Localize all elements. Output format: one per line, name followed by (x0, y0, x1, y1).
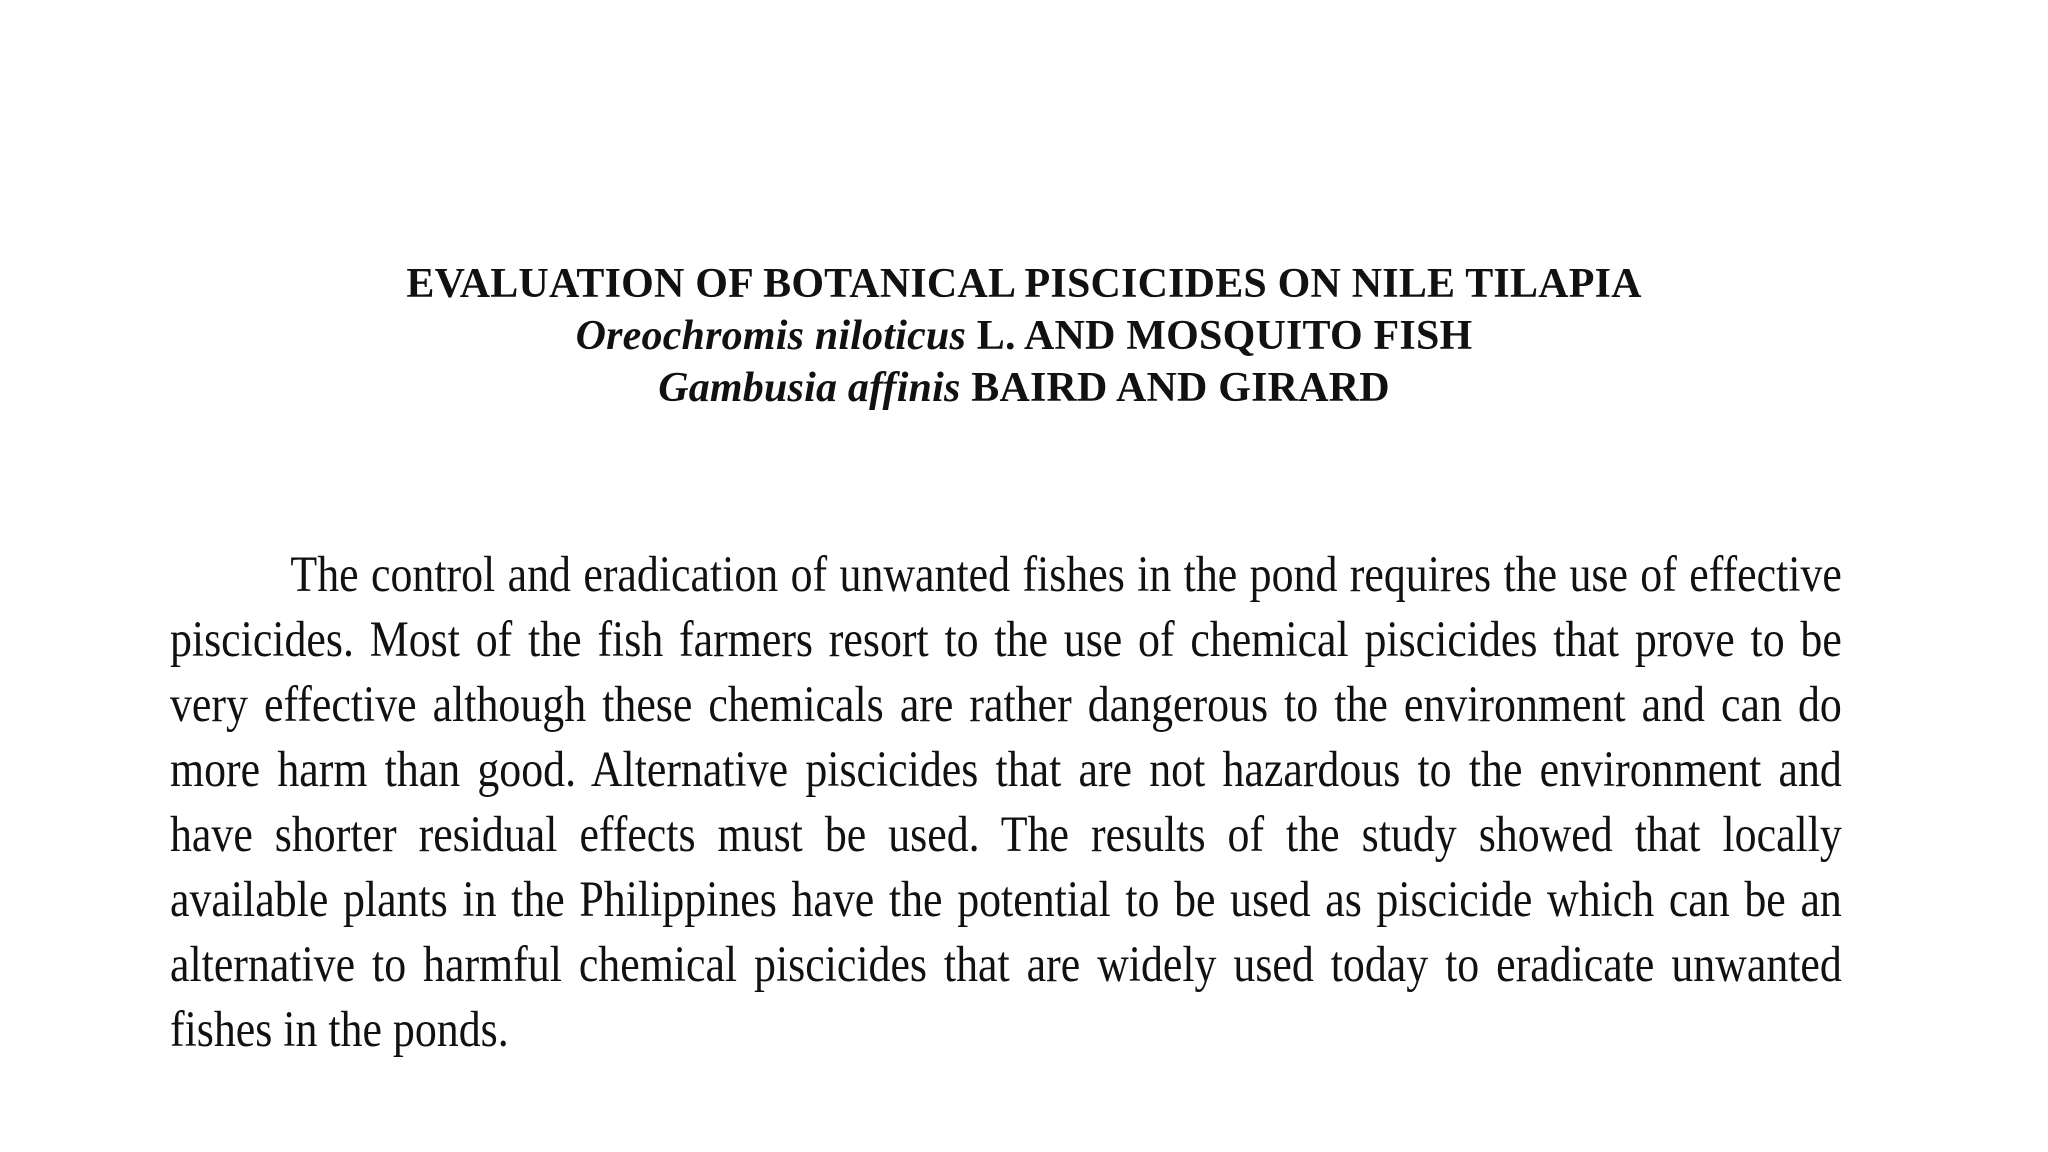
document-title (0, 258, 2048, 414)
species-name-gambusia: Gambusia affinis (658, 365, 961, 411)
title-line-2-rest: L. AND MOSQUITO FISH (966, 313, 1473, 359)
title-line-1: EVALUATION OF BOTANICAL PISCICIDES ON NILE TILAPIA (406, 261, 1642, 307)
species-name-tilapia: Oreochromis niloticus (575, 313, 967, 359)
title-line-2 (0, 310, 2048, 362)
title-line-3 (0, 362, 2048, 414)
title-line-3-rest: BAIRD AND GIRARD (960, 365, 1390, 411)
abstract-paragraph: The control and eradication of unwanted fishes in the pond requires the use of effective piscicides. Most of the fish farmers resort to the use of chemical piscicides that prove to be very effective although these chemicals are rather dangerous to the environment and can do more harm than good. Alternative piscicides that are not hazardous to the environment and have shorter residual effects must be used. The results of the study showed that locally available plants in the Philippines have the potential to be used as piscicide which can be an alternative to harmful chemical piscicides that are widely used today to eradicate unwanted fishes in the ponds. (170, 547, 1842, 1058)
